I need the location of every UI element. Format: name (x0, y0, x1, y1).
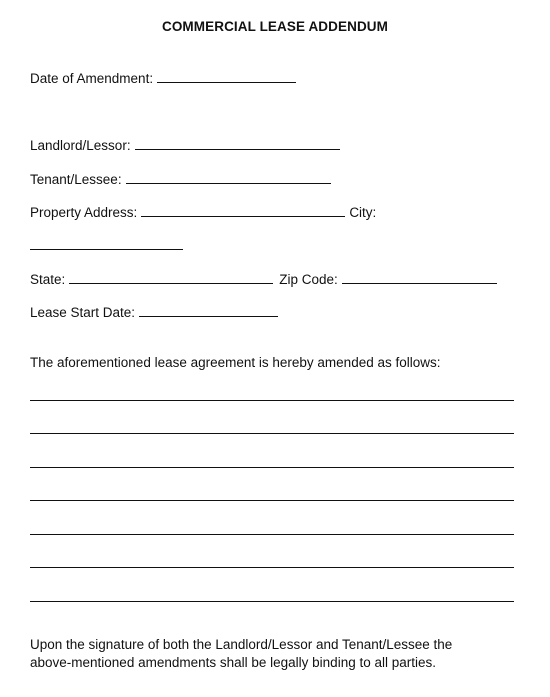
amendment-line[interactable] (30, 500, 514, 501)
zip-code-field[interactable] (342, 271, 497, 284)
property-address-row (30, 204, 376, 222)
lease-start-date-label: Lease Start Date: (30, 305, 136, 320)
closing-line-1: Upon the signature of both the Landlord/Lessor and Tenant/Lessee the (30, 637, 453, 652)
city-label: City: (349, 205, 377, 220)
city-field[interactable] (30, 249, 183, 250)
lease-start-date-field[interactable] (139, 304, 278, 317)
amendment-line[interactable] (30, 433, 514, 434)
tenant-label: Tenant/Lessee: (30, 172, 122, 187)
date-of-amendment-label: Date of Amendment: (30, 71, 154, 86)
state-label: State: (30, 272, 66, 287)
amendment-intro: The aforementioned lease agreement is hereby amended as follows: (30, 355, 441, 370)
document-title: COMMERCIAL LEASE ADDENDUM (161, 19, 388, 34)
zip-code-label: Zip Code: (279, 272, 338, 287)
landlord-field[interactable] (135, 137, 340, 150)
landlord-label: Landlord/Lessor: (30, 138, 131, 153)
amendment-line[interactable] (30, 400, 514, 401)
property-address-field[interactable] (141, 204, 345, 217)
amendment-line[interactable] (30, 601, 514, 602)
state-field[interactable] (69, 271, 273, 284)
closing-line-2: above-mentioned amendments shall be legally binding to all parties. (30, 655, 436, 670)
landlord-row (30, 137, 340, 155)
date-of-amendment-field[interactable] (157, 70, 296, 83)
amendment-line[interactable] (30, 467, 514, 468)
tenant-row (30, 171, 331, 189)
lease-start-date-row (30, 304, 278, 322)
amendment-line[interactable] (30, 567, 514, 568)
amendment-line[interactable] (30, 534, 514, 535)
closing-statement (30, 636, 520, 672)
tenant-field[interactable] (126, 171, 331, 184)
state-zip-row (30, 271, 497, 289)
property-address-label: Property Address: (30, 205, 138, 220)
date-of-amendment-row (30, 70, 296, 88)
